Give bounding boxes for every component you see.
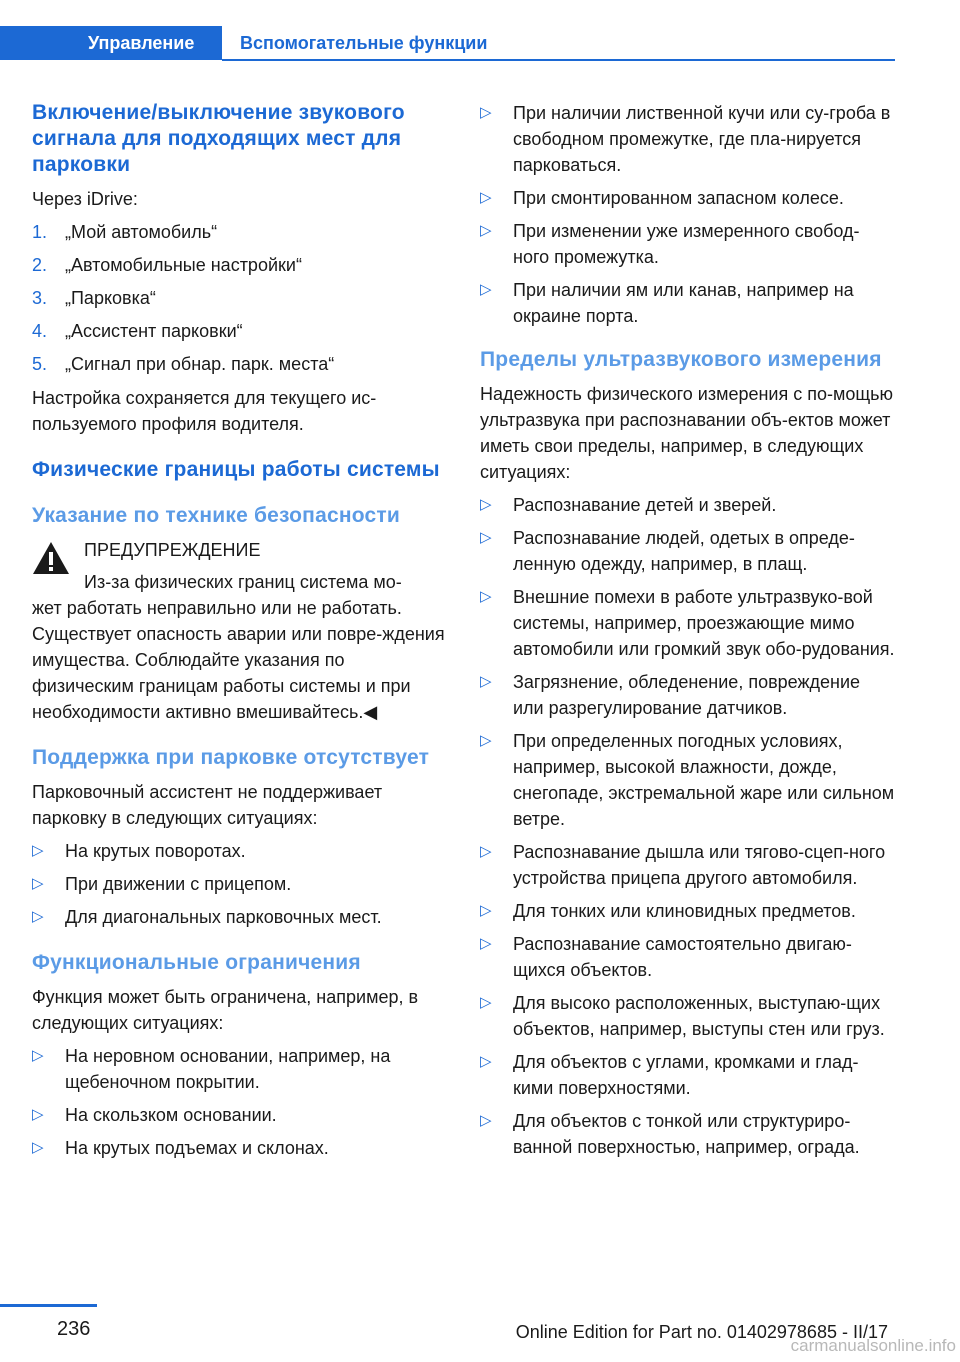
steps-list (32, 219, 450, 377)
bullet-triangle-icon: ▷ (480, 529, 492, 546)
no-support-text: Парковочный ассистент не поддерживает парковку в следующих ситуациях: (32, 782, 383, 828)
list-item (32, 318, 450, 344)
list-item (480, 185, 895, 211)
warning-text: жет работать неправильно или не работать. Существует опасность аварии или повре-ждения имущества. Соблюдайте указания по физическим границам работы системы и при необходимости активно вмешивайтесь.◀ (32, 598, 445, 722)
list-item-text: На неровном основании, например, на щебеночном покрытии. (65, 1046, 391, 1092)
list-item-text: На крутых поворотах. (65, 841, 246, 861)
bullet-triangle-icon: ▷ (480, 843, 492, 860)
list-item-text: Распознавание детей и зверей. (513, 495, 777, 515)
page-number: 236 (57, 1318, 91, 1340)
section-tab-active[interactable]: Управление (0, 26, 222, 60)
footer-divider (0, 1304, 97, 1307)
list-item-text: При наличии лиственной кучи или су-гроба в свободном промежутке, где пла-нируется парковаться. (513, 103, 891, 175)
bullet-triangle-icon: ▷ (32, 1047, 44, 1064)
list-item (32, 904, 450, 930)
list-item (480, 525, 895, 577)
list-item-text: При наличии ям или канав, например на окраине порта. (513, 280, 854, 326)
list-item (480, 277, 895, 329)
heading-physical-limits: Физические границы работы системы (32, 458, 440, 481)
functional-limits-list (32, 1043, 450, 1161)
list-item-text: На скользком основании. (65, 1105, 277, 1125)
step-text: „Ассистент парковки“ (65, 321, 243, 341)
heading-ultrasound-limits: Пределы ультразвукового измерения (480, 348, 882, 371)
profile-note: Настройка сохраняется для текущего ис-пользуемого профиля водителя. (32, 388, 377, 434)
list-item-text: Внешние помехи в работе ультразвуко-вой системы, например, проезжающие мимо автомобили или громкий звук обо-рудования. (513, 587, 895, 659)
list-item (480, 669, 895, 721)
list-item (480, 1108, 895, 1160)
heading-functional-limits: Функциональные ограничения (32, 951, 361, 974)
list-item (480, 100, 895, 178)
step-text: „Автомобильные настройки“ (65, 255, 302, 275)
bullet-triangle-icon: ▷ (480, 902, 492, 919)
list-item (480, 584, 895, 662)
watermark: carmanualsonline.info (790, 1336, 956, 1355)
left-column (32, 100, 450, 1169)
ultrasound-text: Надежность физического измерения с по-мощью ультразвука при распознавании объ-ектов может иметь свои пределы, например, в следующих ситуациях: (480, 384, 894, 482)
list-item-text: Для высоко расположенных, выступаю-щих объектов, например, выступы стен или груз. (513, 993, 885, 1039)
list-item-text: При изменении уже измеренного свобод-ного промежутка. (513, 221, 860, 267)
list-item (32, 1043, 450, 1095)
list-item (32, 285, 450, 311)
warning-block (32, 537, 450, 725)
list-item (480, 898, 895, 924)
list-item (32, 219, 450, 245)
bullet-triangle-icon: ▷ (480, 496, 492, 513)
bullet-triangle-icon: ▷ (480, 104, 492, 121)
list-item-text: На крутых подъемах и склонах. (65, 1138, 329, 1158)
list-item-text: Загрязнение, обледенение, повреждение или разрегулирование датчиков. (513, 672, 861, 718)
step-number: 2. (32, 255, 48, 275)
list-item-text: Для тонких или клиновидных предметов. (513, 901, 856, 921)
header-divider (222, 59, 895, 61)
bullet-triangle-icon: ▷ (480, 732, 492, 749)
bullet-triangle-icon: ▷ (32, 842, 44, 859)
warning-text-line1: Из-за физических границ система мо- (84, 572, 402, 592)
list-item (32, 252, 450, 278)
list-item-text: Распознавание людей, одетых в опреде-ленную одежду, например, в плащ. (513, 528, 855, 574)
page-header (0, 0, 960, 64)
edition-footer: Online Edition for Part no. 01402978685 - II/17 (515, 1322, 888, 1342)
via-idrive-text: Через iDrive: (32, 189, 138, 209)
bullet-triangle-icon: ▷ (480, 222, 492, 239)
step-text: „Парковка“ (65, 288, 156, 308)
list-item-text: Для объектов с углами, кромками и глад-кими поверхностями. (513, 1052, 859, 1098)
list-item-text: При движении с прицепом. (65, 874, 292, 894)
list-item-text: При определенных погодных условиях, например, высокой влажности, дожде, снегопаде, экстремальной жаре или сильном ветре. (513, 731, 895, 829)
list-item (480, 728, 895, 832)
bullet-triangle-icon: ▷ (32, 1106, 44, 1123)
list-item-text: Для диагональных парковочных мест. (65, 907, 382, 927)
list-item (480, 839, 895, 891)
conditions-list (480, 100, 895, 329)
bullet-triangle-icon: ▷ (32, 908, 44, 925)
bullet-triangle-icon: ▷ (480, 994, 492, 1011)
step-text: „Сигнал при обнар. парк. места“ (65, 354, 335, 374)
warning-title: ПРЕДУПРЕЖДЕНИЕ (84, 540, 261, 560)
bullet-triangle-icon: ▷ (480, 189, 492, 206)
list-item (480, 990, 895, 1042)
list-item (32, 351, 450, 377)
list-item (32, 1135, 450, 1161)
heading-no-support: Поддержка при парковке отсутствует (32, 746, 430, 769)
section-tab-subsection[interactable]: Вспомогательные функции (240, 33, 488, 53)
bullet-triangle-icon: ▷ (480, 281, 492, 298)
bullet-triangle-icon: ▷ (32, 1139, 44, 1156)
list-item-text: Распознавание дышла или тягово-сцеп-ного устройства прицепа другого автомобиля. (513, 842, 886, 888)
ultrasound-list (480, 492, 895, 1160)
no-support-list (32, 838, 450, 930)
step-text: „Мой автомобиль“ (65, 222, 218, 242)
heading-sound-signal: Включение/выключение звукового сигнала для подходящих мест для парковки (32, 101, 405, 176)
list-item (480, 218, 895, 270)
bullet-triangle-icon: ▷ (480, 673, 492, 690)
bullet-triangle-icon: ▷ (480, 935, 492, 952)
heading-safety: Указание по технике безопасности (32, 504, 400, 527)
list-item-text: Распознавание самостоятельно двигаю-щихся объектов. (513, 934, 852, 980)
bullet-triangle-icon: ▷ (480, 1112, 492, 1129)
bullet-triangle-icon: ▷ (32, 875, 44, 892)
warning-triangle-icon (32, 541, 70, 575)
list-item (32, 871, 450, 897)
list-item (32, 838, 450, 864)
list-item-text: При смонтированном запасном колесе. (513, 188, 844, 208)
list-item (480, 1049, 895, 1101)
step-number: 1. (32, 222, 48, 242)
list-item (480, 931, 895, 983)
step-number: 4. (32, 321, 48, 341)
bullet-triangle-icon: ▷ (480, 588, 492, 605)
list-item-text: Для объектов с тонкой или структуриро-ванной поверхностью, например, ограда. (513, 1111, 860, 1157)
right-column (480, 100, 895, 1168)
step-number: 3. (32, 288, 48, 308)
step-number: 5. (32, 354, 48, 374)
list-item (32, 1102, 450, 1128)
list-item (480, 492, 895, 518)
functional-limits-text: Функция может быть ограничена, например, в следующих ситуациях: (32, 987, 419, 1033)
bullet-triangle-icon: ▷ (480, 1053, 492, 1070)
